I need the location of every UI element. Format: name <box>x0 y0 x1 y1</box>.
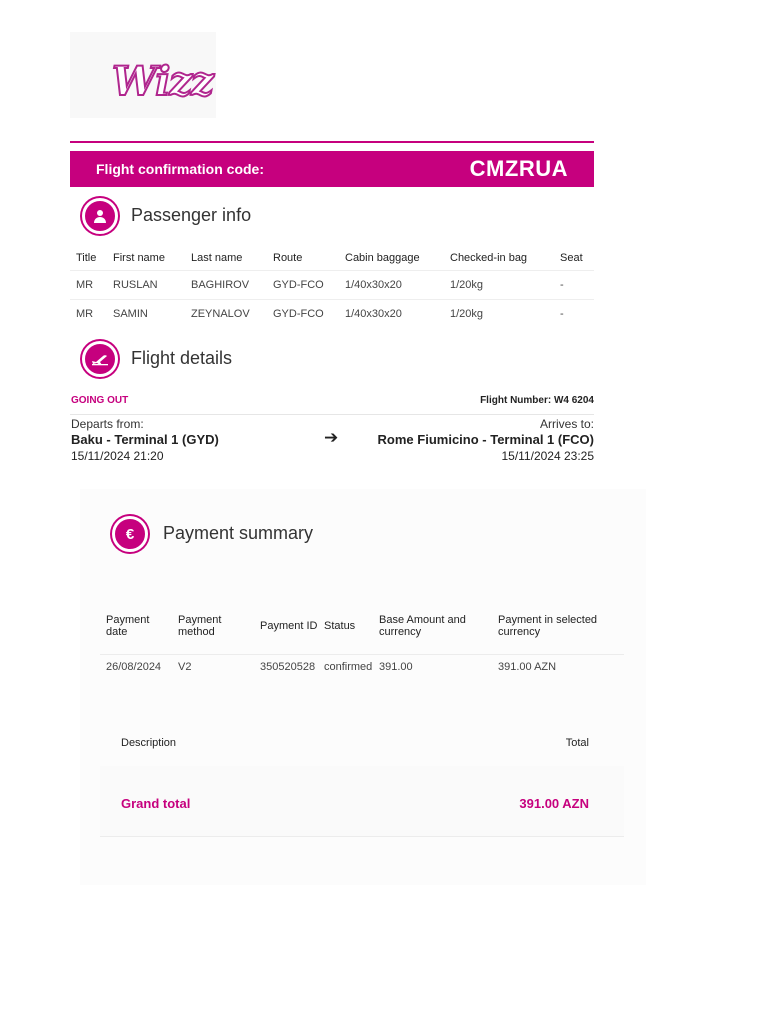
total-label: Total <box>565 737 589 749</box>
confirmation-code: CMZRUA <box>469 156 568 181</box>
header-divider <box>70 141 594 143</box>
passenger-info-title: Passenger info <box>131 205 252 225</box>
col-first-name: First name <box>113 252 165 264</box>
table-row <box>70 300 594 329</box>
col-status: Status <box>324 620 356 632</box>
table-row <box>70 271 594 300</box>
wizz-logo: Wizz <box>112 58 213 105</box>
arrives-label: Arrives to: <box>539 417 594 431</box>
flight-number-value: W4 6204 <box>553 395 594 406</box>
cell: - <box>554 271 594 300</box>
col-payment-method: Payment method <box>178 614 222 638</box>
passenger-table <box>70 246 594 328</box>
confirmation-bar <box>70 151 594 187</box>
departure-airport: Baku - Terminal 1 (GYD) <box>71 432 219 447</box>
cell: SAMIN <box>107 300 185 329</box>
cell: GYD-FCO <box>267 271 339 300</box>
cell: MR <box>70 300 107 329</box>
cell: 1/20kg <box>444 271 554 300</box>
cell: 1/40x30x20 <box>339 271 444 300</box>
flight-number-label: Flight Number: <box>480 395 552 406</box>
col-route: Route <box>273 252 303 264</box>
flight-details-title: Flight details <box>131 348 233 368</box>
cell: RUSLAN <box>107 271 185 300</box>
col-base-amount: Base Amount and currency <box>379 614 466 638</box>
cell: 1/20kg <box>444 300 554 329</box>
col-cabin-baggage: Cabin baggage <box>345 252 420 264</box>
cell: MR <box>70 271 107 300</box>
payment-table-header <box>100 598 624 655</box>
arrival-airport: Rome Fiumicino - Terminal 1 (FCO) <box>377 432 594 447</box>
cell: 1/40x30x20 <box>339 300 444 329</box>
passenger-icon <box>82 198 118 234</box>
col-payment-date: Payment date <box>106 614 150 638</box>
confirmation-label: Flight confirmation code: <box>96 161 264 177</box>
cell: V2 <box>172 655 254 680</box>
payment-table <box>100 598 624 679</box>
arrival-time: 15/11/2024 23:25 <box>501 449 594 463</box>
flight-number <box>480 395 594 406</box>
departs-label: Departs from: <box>71 417 144 431</box>
grand-total-label: Grand total <box>121 796 191 811</box>
description-label: Description <box>121 737 177 749</box>
grand-total-value: 391.00 AZN <box>519 796 589 811</box>
cell: 26/08/2024 <box>100 655 172 680</box>
euro-icon: € <box>112 516 148 552</box>
flight-divider <box>70 414 594 415</box>
departure-time: 15/11/2024 21:20 <box>71 449 164 463</box>
cell: GYD-FCO <box>267 300 339 329</box>
cell: confirmed <box>318 655 373 680</box>
payment-summary-title: Payment summary <box>163 523 314 543</box>
passenger-table-header <box>70 246 594 271</box>
cell: ZEYNALOV <box>185 300 267 329</box>
cell: BAGHIROV <box>185 271 267 300</box>
table-row <box>100 655 624 680</box>
cell: 391.00 <box>373 655 492 680</box>
direction-label: GOING OUT <box>71 395 129 406</box>
col-checked-bag: Checked-in bag <box>450 252 528 264</box>
col-seat: Seat <box>560 252 583 264</box>
cell: 350520528 <box>254 655 318 680</box>
arrow-right-icon: ➔ <box>324 428 339 447</box>
col-title: Title <box>76 252 97 264</box>
cell: - <box>554 300 594 329</box>
col-payment-id: Payment ID <box>260 620 318 632</box>
col-last-name: Last name <box>191 252 243 264</box>
col-selected-currency: Payment in selected currency <box>498 614 598 638</box>
airplane-icon <box>82 341 118 377</box>
cell: 391.00 AZN <box>492 655 624 680</box>
grand-total-row <box>100 766 624 837</box>
